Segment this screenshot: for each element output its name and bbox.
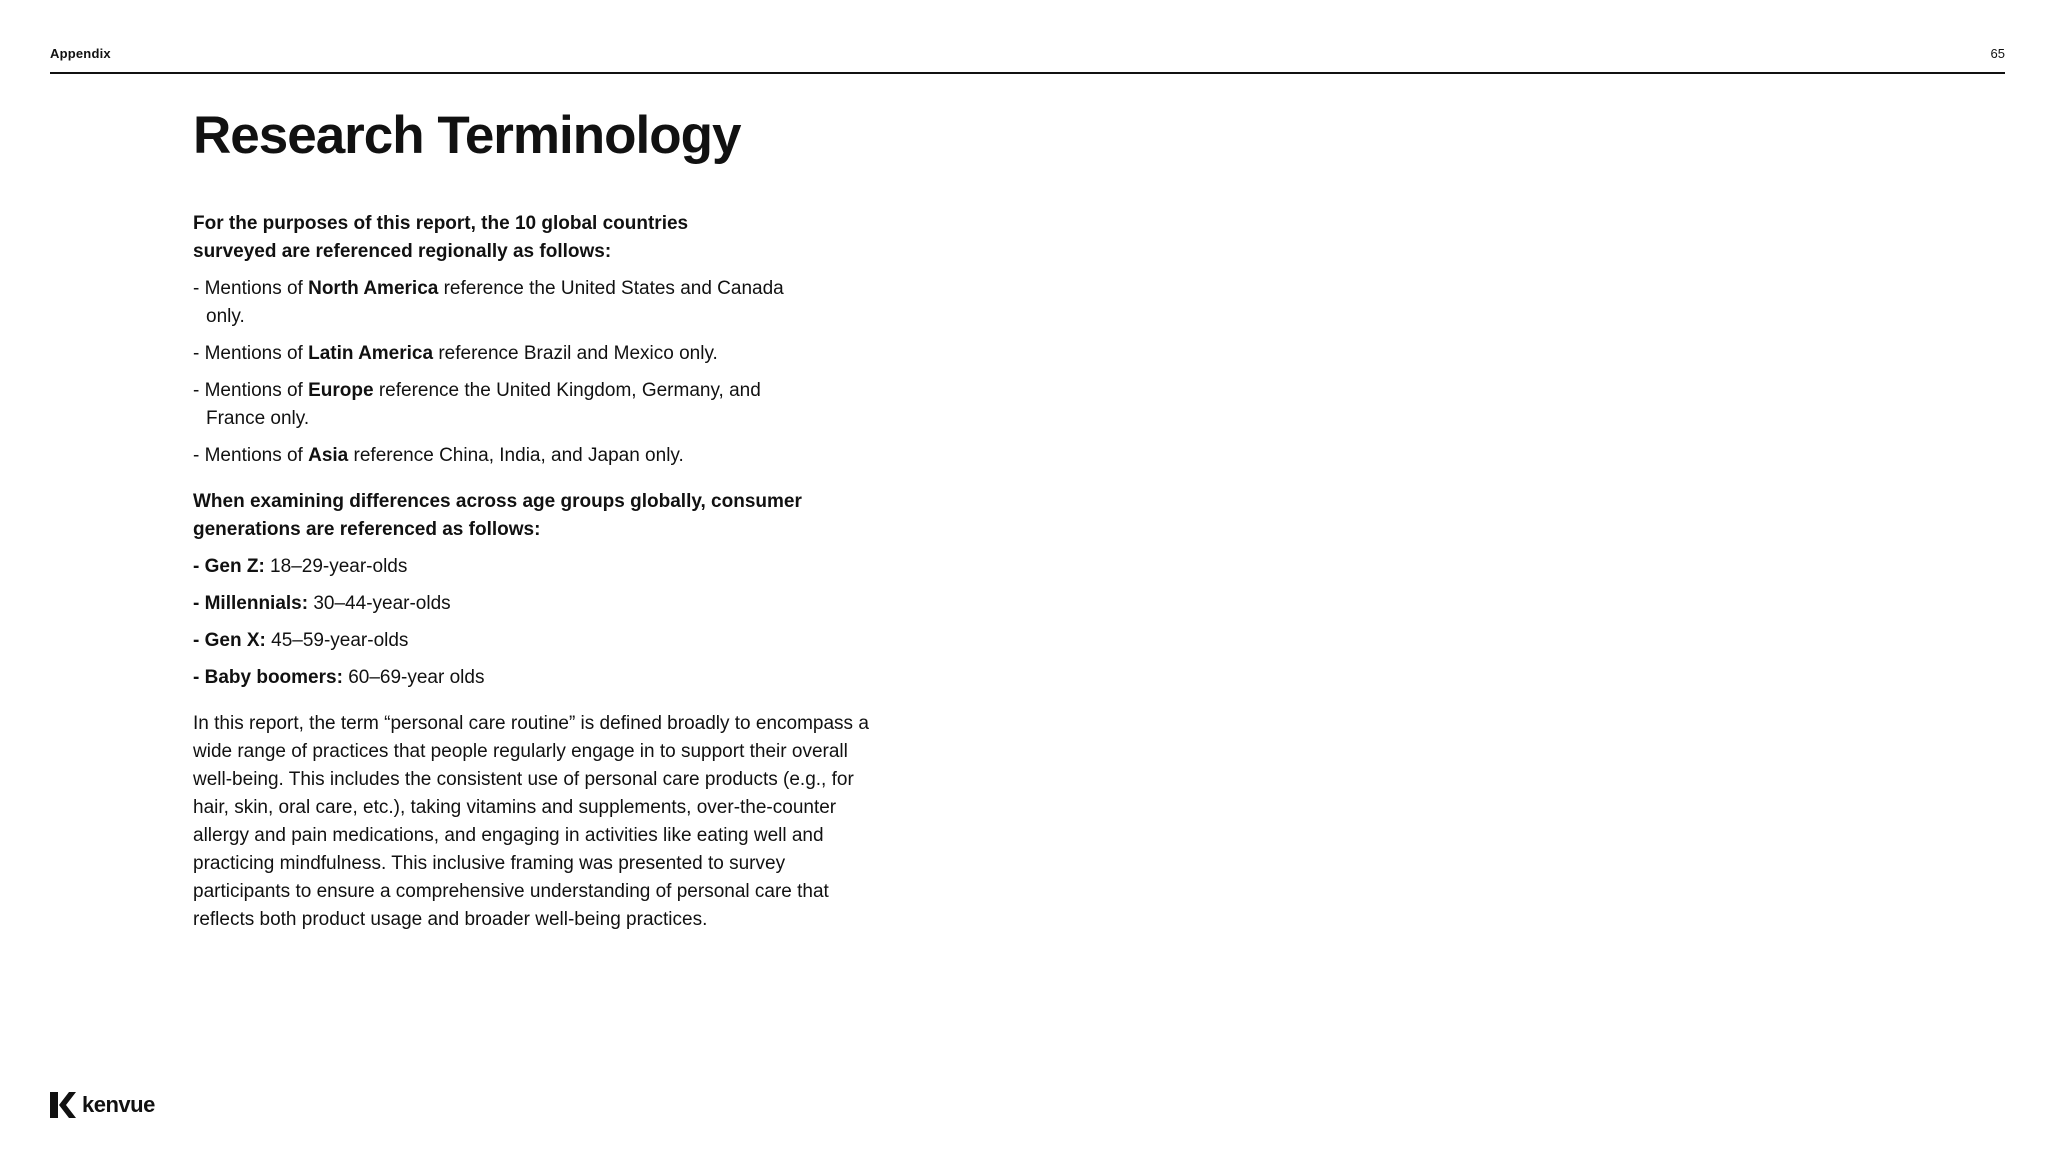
region-name: Europe: [308, 380, 374, 401]
region-suffix: reference the United States and Canada only.: [206, 278, 784, 327]
region-suffix: reference the United Kingdom, Germany, and France only.: [206, 380, 761, 429]
kenvue-logo: [50, 1092, 155, 1118]
generation-name: - Gen X:: [193, 630, 266, 651]
region-suffix: reference Brazil and Mexico only.: [433, 343, 718, 364]
page-number: 65: [1990, 46, 2005, 61]
page-header: [50, 44, 2005, 74]
generations-intro: When examining differences across age groups globally, consumer generations are referenced as follows:: [193, 491, 802, 540]
generation-name: - Gen Z:: [193, 556, 265, 577]
list-item: [193, 664, 893, 692]
region-prefix: - Mentions of: [193, 380, 309, 401]
list-item: [193, 340, 816, 368]
list-item: [193, 275, 816, 331]
list-item: [193, 377, 766, 433]
list-item: [193, 553, 893, 581]
generation-range: 45–59-year-olds: [265, 630, 409, 651]
region-prefix: - Mentions of: [193, 278, 309, 299]
generation-name: - Millennials:: [193, 593, 309, 614]
generation-range: 18–29-year-olds: [264, 556, 408, 577]
region-prefix: - Mentions of: [193, 445, 309, 466]
list-item: [193, 590, 893, 618]
region-name: Latin America: [308, 343, 434, 364]
page-title: Research Terminology: [193, 106, 741, 165]
regions-intro: For the purposes of this report, the 10 global countries surveyed are referenced regionally as follows:: [193, 213, 689, 262]
region-name: North America: [308, 278, 439, 299]
main-content: [193, 104, 893, 934]
region-suffix: reference China, India, and Japan only.: [348, 445, 684, 466]
kenvue-k-icon: [50, 1092, 76, 1118]
definition-paragraph: In this report, the term “personal care routine” is defined broadly to encompass a wide range of practices that people regularly engage in to support their overall well-being. This includes the consistent use of personal care products (e.g., for hair, skin, oral care, etc.), taking vitamins and supplements, over-the-counter allergy and pain medications, and engaging in activities like eating well and practicing mindfulness. This inclusive framing was presented to survey participants to ensure a comprehensive understanding of personal care that reflects both product usage and broader well-being practices.: [193, 713, 869, 930]
logo-text: kenvue: [82, 1092, 155, 1117]
regions-list: [193, 275, 893, 470]
generation-range: 60–69-year olds: [342, 667, 485, 688]
region-name: Asia: [308, 445, 349, 466]
generation-name: - Baby boomers:: [193, 667, 343, 688]
list-item: [193, 627, 893, 655]
region-prefix: - Mentions of: [193, 343, 309, 364]
list-item: [193, 442, 816, 470]
generations-list: [193, 553, 893, 692]
generation-range: 30–44-year-olds: [308, 593, 451, 614]
section-label: Appendix: [50, 46, 111, 61]
